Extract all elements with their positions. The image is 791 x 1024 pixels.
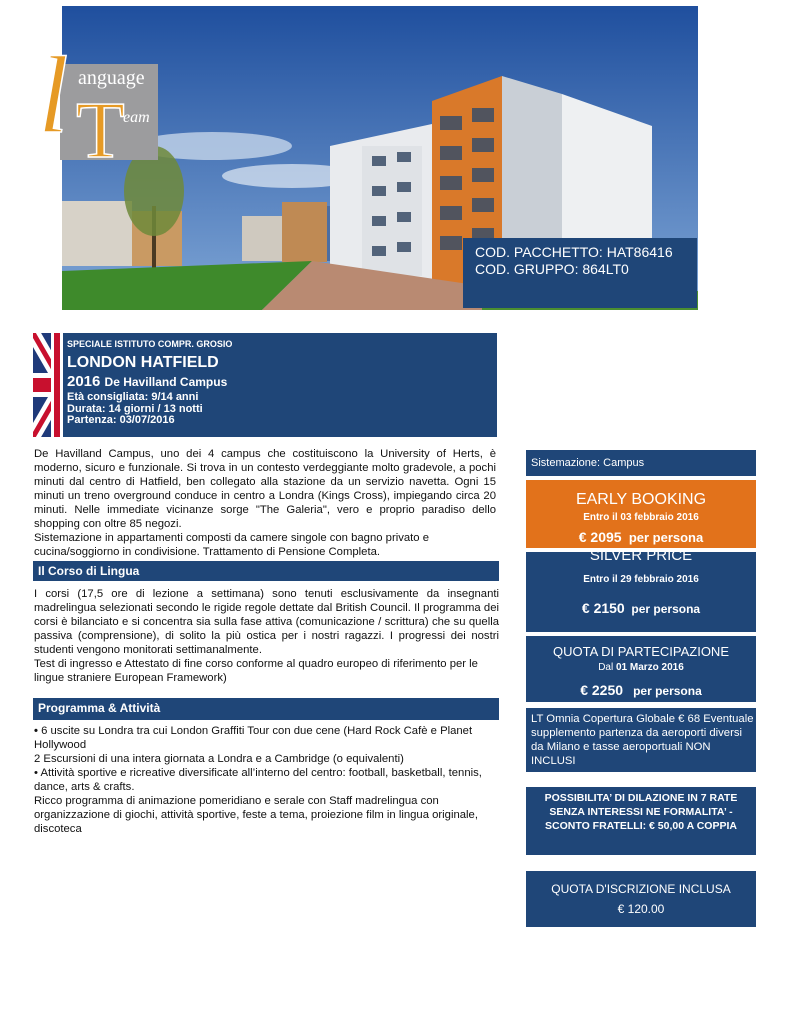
standard-price-amount: € 2250 per persona <box>580 682 702 698</box>
year-campus <box>67 373 497 391</box>
section-heading-programma: Programma & Attività <box>33 698 499 720</box>
logo-word-anguage: anguage <box>78 67 145 89</box>
package-code: COD. PACCHETTO: HAT86416 <box>475 244 673 260</box>
duration: Durata: 14 giorni / 13 notti <box>67 403 203 415</box>
logo-letter-l: l <box>38 34 69 156</box>
logo-word-eam: eam <box>123 109 150 126</box>
silver-price-date: Entro il 29 febbraio 2016 <box>583 574 699 585</box>
insurance-info-box: LT Omnia Copertura Globale € 68 Eventuale supplemento partenza da aeroporti diversi da Milano e tasse aeroportuali NON INCLUSI <box>526 708 756 772</box>
silver-price-amount: € 2150 per persona <box>581 600 701 616</box>
campus-name: De Havilland Campus <box>104 375 228 389</box>
silver-price-title: SILVER PRICE <box>589 547 693 564</box>
early-booking-box <box>526 480 756 548</box>
bullet: • <box>34 725 38 737</box>
language-team-logo <box>38 22 158 162</box>
installments-info-box: POSSIBILITA’ DI DILAZIONE IN 7 RATE SENZA INTERESSI NE FORMALITA’ - SCONTO FRATELLI: € 50,00 A COPPIA <box>526 787 756 855</box>
destination-title: LONDON HATFIELD <box>67 354 219 371</box>
registration-fee-label: QUOTA D'ISCRIZIONE INCLUSA <box>551 882 731 896</box>
program-day-trips: 2 Escursioni di una intera giornata a Londra e a Cambridge (o equivalenti) <box>34 753 404 765</box>
standard-price-date: Dal 01 Marzo 2016 <box>598 662 684 673</box>
registration-fee-box <box>526 871 756 927</box>
age-range: Età consigliata: 9/14 anni <box>67 391 199 403</box>
package-codes-box <box>463 238 697 308</box>
title-block <box>63 333 497 437</box>
program-sports: • Attività sportive e ricreative diversificate all’interno del centro: football, basketball, tennis, dance, arts & crafts. <box>34 767 482 793</box>
accommodation-type-box: Sistemazione: Campus <box>526 450 756 476</box>
program-activities: organizzazione di giochi, attività sportive, feste a tema, proiezione film in lingua originale, discoteca <box>34 809 478 835</box>
early-booking-price: € 2095 per persona <box>578 529 704 545</box>
early-booking-title: EARLY BOOKING <box>575 491 707 508</box>
departure-date: Partenza: 03/07/2016 <box>67 414 175 426</box>
campus-intro-paragraph: De Havilland Campus, uno dei 4 campus che costituiscono la University of Herts, è moderno, sicuro e funzionale. Si trova in un contesto verdeggiante molto gradevole, a pochi minuti dal centro di Hatfield, ben collegato alla stazione da un servizio navetta. Ogni 15 minuti un treno overground conduce in centro a Londra (Kings Cross), impiegando circa 20 minuti. Nelle immediate vicinanze sorge "The Galeria", vero e proprio paradiso dello shopping con oltre 85 negozi. <box>34 448 496 530</box>
standard-price-title: QUOTA DI PARTECIPAZIONE <box>552 644 729 659</box>
section-heading-corso: Il Corso di Lingua <box>33 561 499 581</box>
standard-price-box <box>526 636 756 702</box>
silver-price-box <box>526 547 756 632</box>
group-code: COD. GRUPPO: 864LT0 <box>475 261 629 277</box>
accommodation-paragraph: Sistemazione in appartamenti composti da camere singole con bagno privato e cucina/soggiorno in condivisione. Trattamento di Pensione Completa. <box>34 532 429 558</box>
course-description <box>34 587 499 685</box>
campus-description <box>34 447 496 559</box>
course-certificate-paragraph: Test di ingresso e Attestato di fine corso conforme al quadro europeo di riferimento per le lingue straniere European Framework) <box>34 658 478 684</box>
logo-letter-t: T <box>76 87 125 162</box>
program-excursions: • 6 uscite su Londra tra cui London Graffiti Tour con due cene (Hard Rock Cafè e Planet Hollywood <box>34 725 473 751</box>
program-description <box>34 724 504 836</box>
year: 2016 <box>67 373 101 390</box>
course-paragraph: I corsi (17,5 ore di lezione a settimana) sono tenuti esclusivamente da insegnanti madrelingua selezionati secondo le rigide regole dettate dal British Council. Il programma dei corsi è bilanciato e si concentra sia sulla fase attiva (comunicazione / scrittura) che su quella passiva (comprensione), di solito la più ostica per i nostri ragazzi. I progressi dei nostri studenti vengono monitorati settimanalmente. <box>34 588 499 656</box>
school-name: SPECIALE ISTITUTO COMPR. GROSIO <box>67 339 233 349</box>
program-entertainment: Ricco programma di animazione pomeridiano e serale con Staff madrelingua con <box>34 795 439 807</box>
early-booking-date: Entro il 03 febbraio 2016 <box>583 512 699 523</box>
uk-flag-icon <box>33 333 63 437</box>
registration-fee-price: € 120.00 <box>617 902 665 916</box>
